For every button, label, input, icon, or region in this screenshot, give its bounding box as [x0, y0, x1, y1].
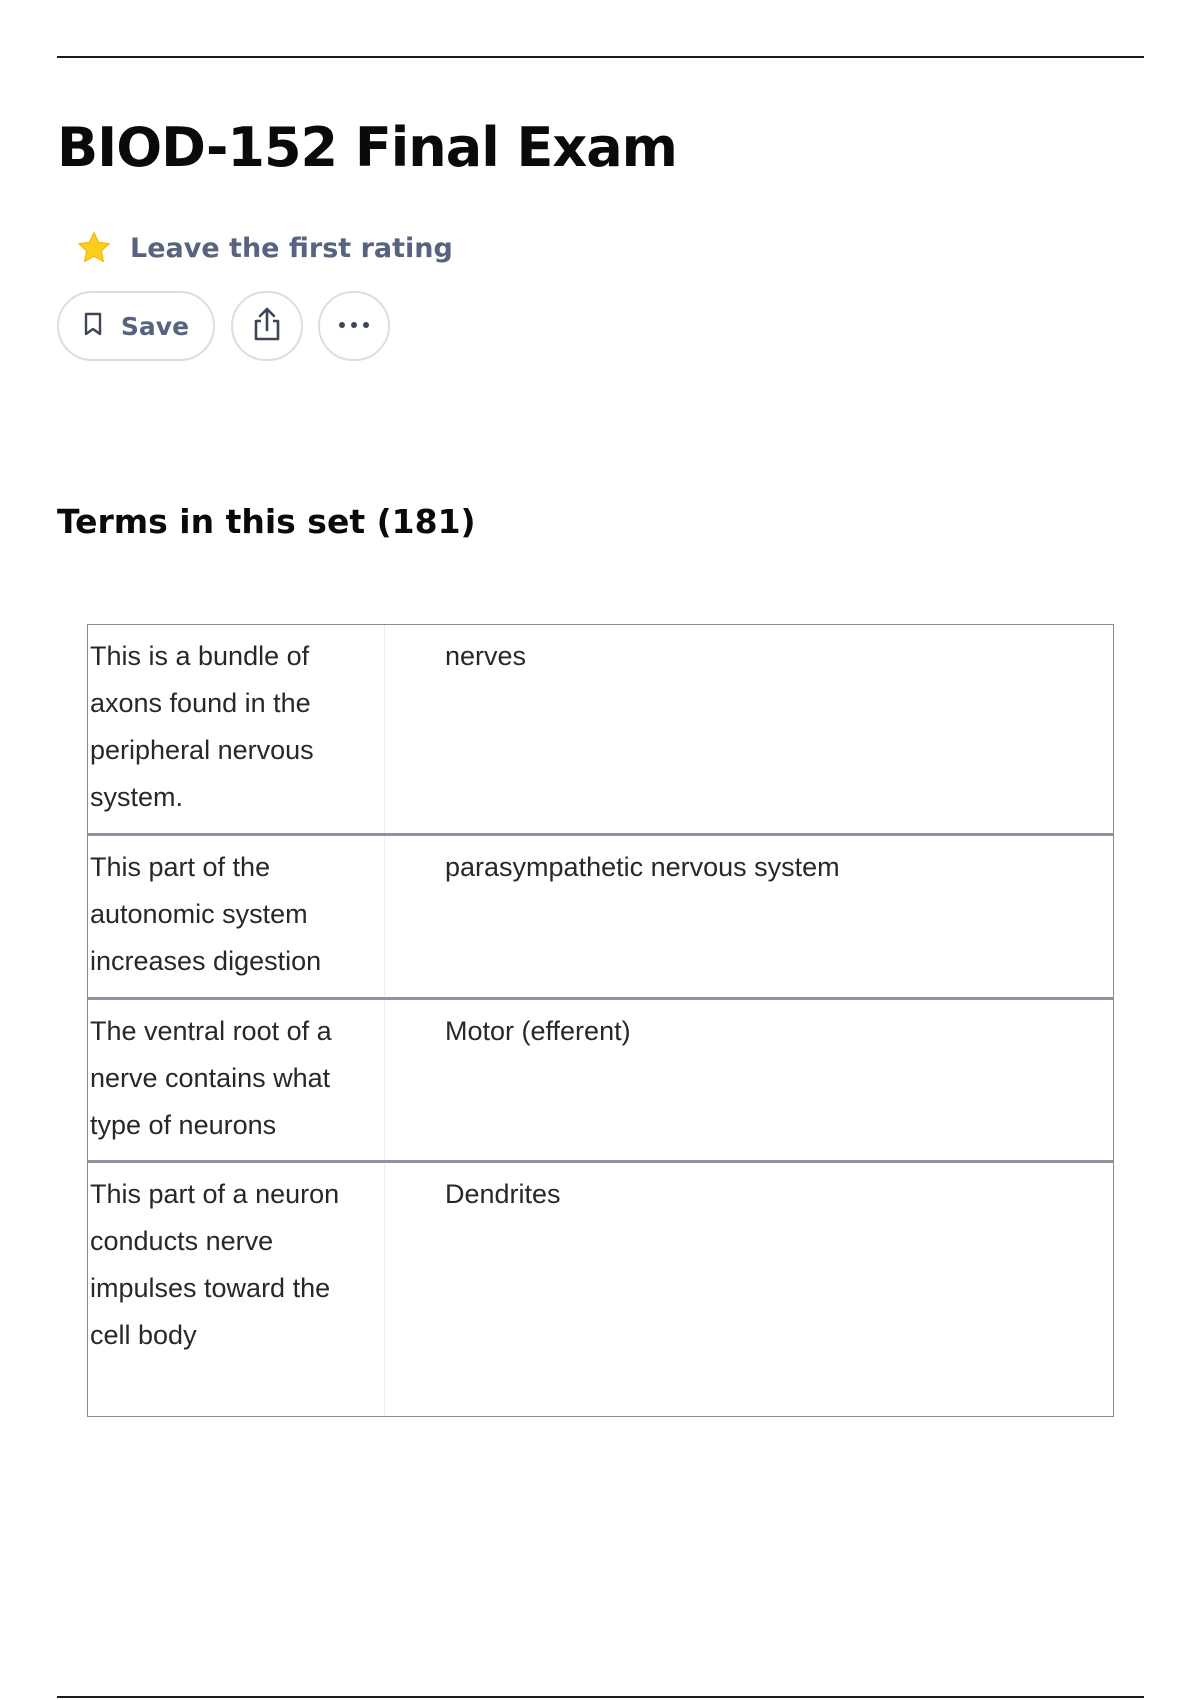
term-row	[88, 833, 1113, 997]
definition-text: Motor (efferent)	[445, 1016, 631, 1046]
star-icon	[74, 228, 114, 268]
page-title: BIOD-152 Final Exam	[57, 116, 677, 179]
definition-text: parasympathetic nervous system	[445, 852, 840, 882]
share-button[interactable]	[231, 291, 303, 361]
definition-text: nerves	[445, 641, 527, 671]
term-text: This part of a neuron conducts nerve impulses toward the cell body	[88, 1163, 385, 1416]
share-icon	[250, 305, 284, 348]
definition-text: Dendrites	[445, 1179, 561, 1209]
term-row	[88, 997, 1113, 1160]
term-text: This part of the autonomic system increases digestion	[88, 836, 385, 997]
terms-heading: Terms in this set (181)	[57, 502, 476, 541]
term-text: This is a bundle of axons found in the peripheral nervous system.	[88, 625, 385, 833]
terms-table	[87, 624, 1114, 1417]
term-row	[88, 625, 1113, 833]
save-button[interactable]	[57, 291, 215, 361]
rating-link[interactable]	[74, 226, 453, 270]
more-horizontal-icon	[336, 317, 372, 335]
more-options-button[interactable]	[318, 291, 390, 361]
term-row	[88, 1160, 1113, 1416]
save-label: Save	[120, 311, 190, 341]
term-text: The ventral root of a nerve contains what type of neurons	[88, 1000, 385, 1160]
rating-label: Leave the first rating	[130, 232, 453, 264]
bookmark-icon	[83, 312, 103, 341]
top-divider	[57, 56, 1144, 58]
bottom-divider	[57, 1696, 1144, 1698]
